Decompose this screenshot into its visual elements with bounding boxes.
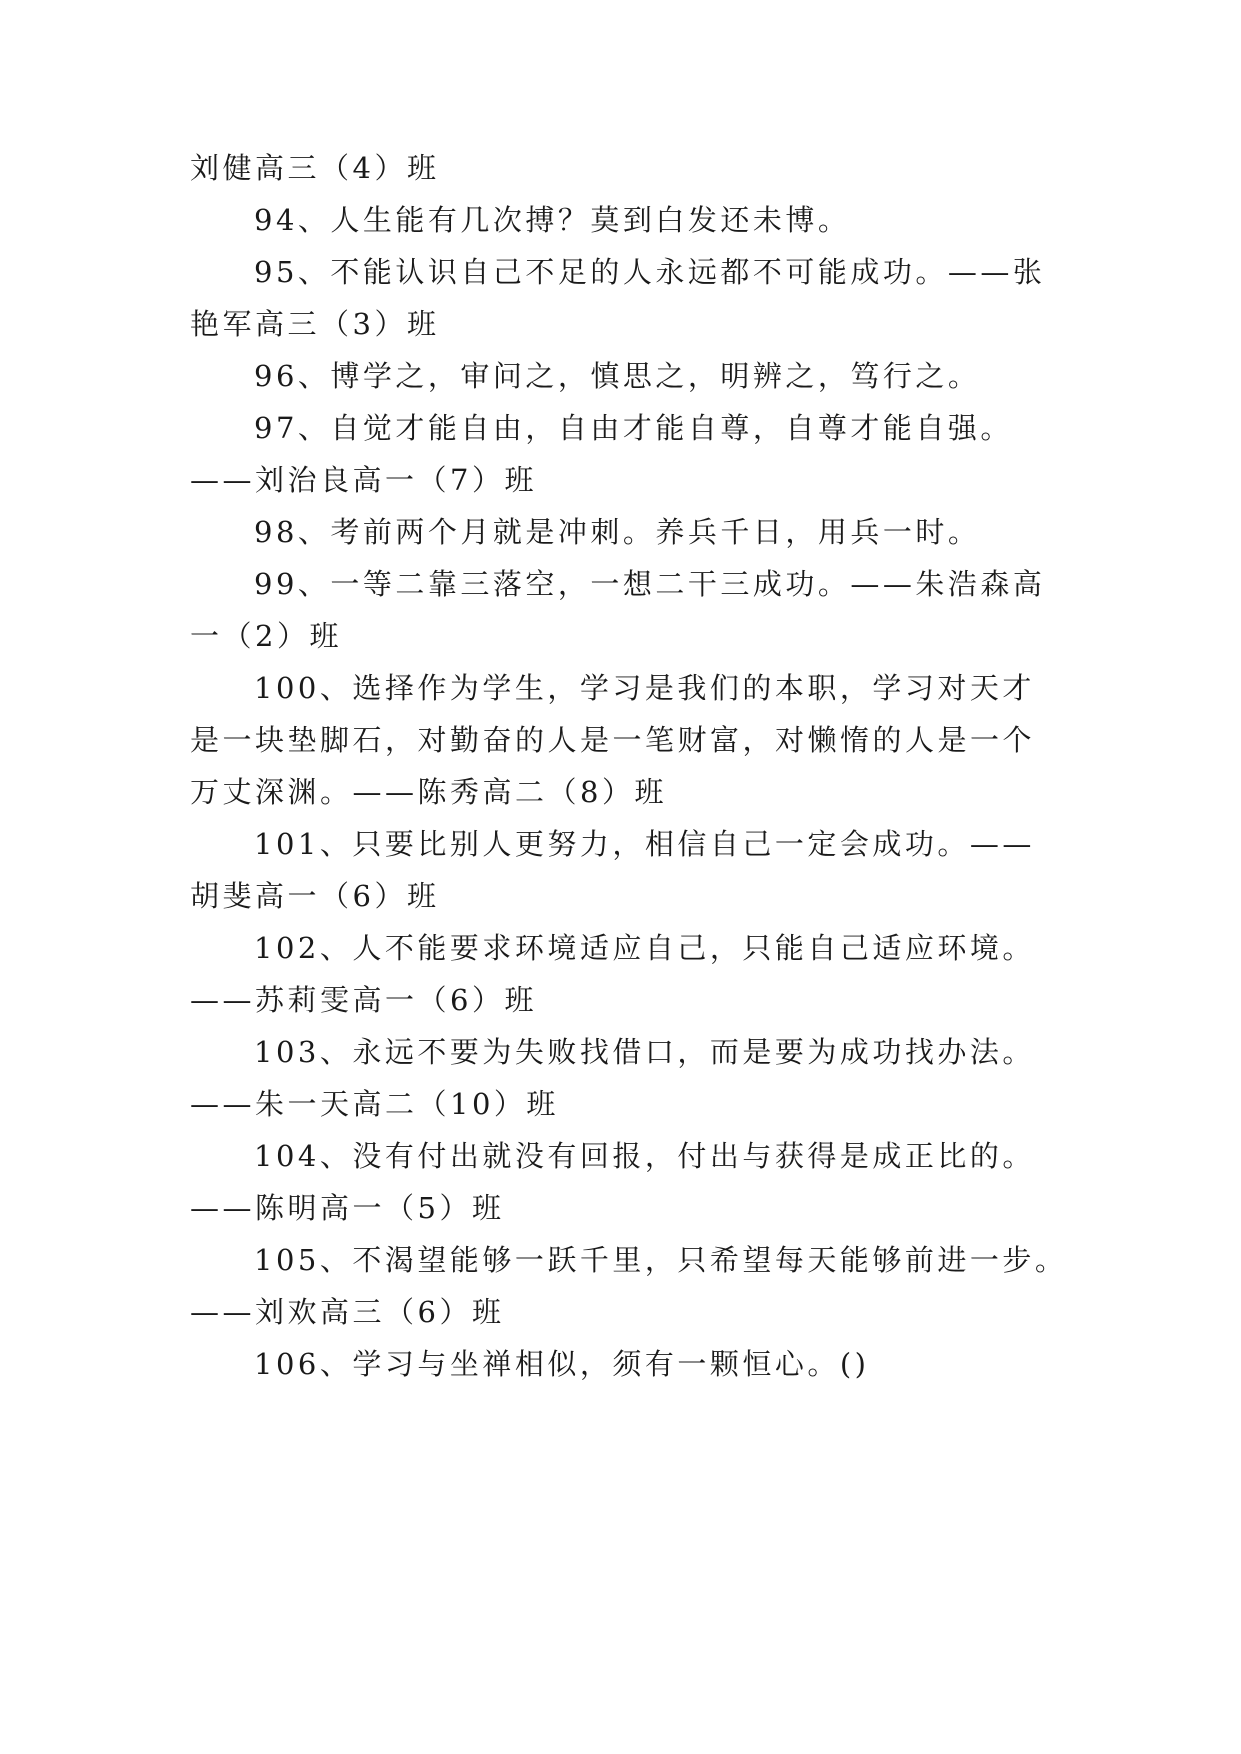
text-line: 是一块垫脚石，对勤奋的人是一笔财富，对懒惰的人是一个 <box>190 723 1036 757</box>
text-line: 胡斐高一（6）班 <box>190 879 440 913</box>
text-line: 万丈深渊。——陈秀高二（8）班 <box>190 775 667 809</box>
text-line: 102、人不能要求环境适应自己，只能自己适应环境。 <box>254 931 1035 965</box>
text-line: ——刘欢高三（6）班 <box>190 1295 505 1329</box>
text-line: ——朱一天高二（10）班 <box>190 1087 559 1121</box>
text-line: 105、不渴望能够一跃千里，只希望每天能够前进一步。 <box>254 1243 1068 1277</box>
text-line: 97、自觉才能自由，自由才能自尊，自尊才能自强。 <box>254 411 1013 445</box>
text-line: 100、选择作为学生，学习是我们的本职，学习对天才 <box>254 671 1035 705</box>
text-line: 一（2）班 <box>190 619 342 653</box>
text-line: ——苏莉雯高一（6）班 <box>190 983 537 1017</box>
text-line: 96、博学之，审问之，慎思之，明辨之，笃行之。 <box>254 359 981 393</box>
text-line: 98、考前两个月就是冲刺。养兵千日，用兵一时。 <box>254 515 981 549</box>
text-line: 刘健高三（4）班 <box>190 151 440 185</box>
text-line: ——刘治良高一（7）班 <box>190 463 537 497</box>
text-line: 103、永远不要为失败找借口，而是要为成功找办法。 <box>254 1035 1035 1069</box>
text-line: 95、不能认识自己不足的人永远都不可能成功。——张 <box>254 255 1046 289</box>
text-line: 99、一等二靠三落空，一想二干三成功。——朱浩森高 <box>254 567 1046 601</box>
text-line: 艳军高三（3）班 <box>190 307 440 341</box>
text-line: 104、没有付出就没有回报，付出与获得是成正比的。 <box>254 1139 1035 1173</box>
text-line: ——陈明高一（5）班 <box>190 1191 505 1225</box>
text-line: 94、人生能有几次搏？莫到白发还未博。 <box>254 203 851 237</box>
text-line: 101、只要比别人更努力，相信自己一定会成功。—— <box>254 827 1035 861</box>
text-line: 106、学习与坐禅相似，须有一颗恒心。() <box>254 1347 870 1381</box>
